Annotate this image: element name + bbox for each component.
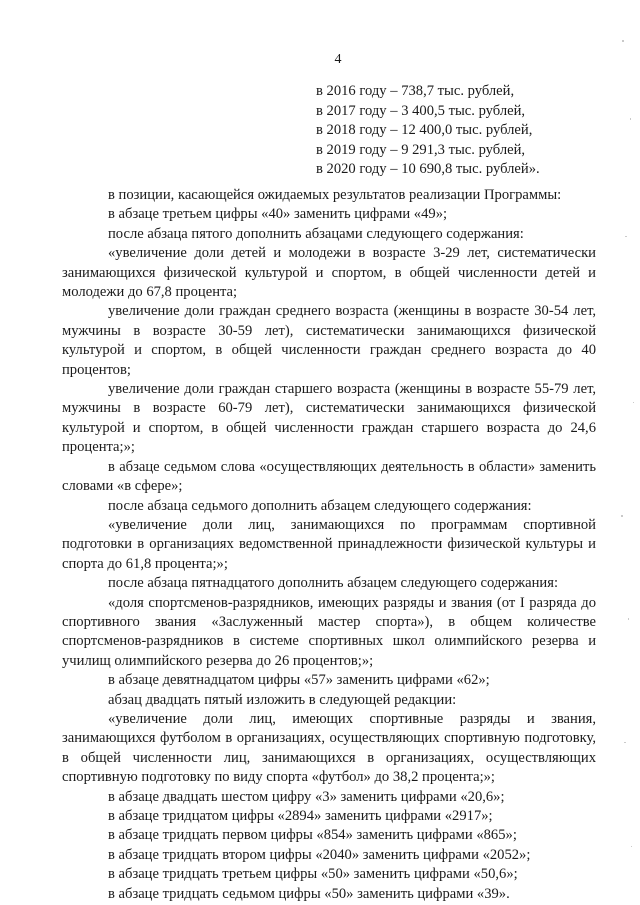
funding-amount-2017: в 2017 году – 3 400,5 тыс. рублей, <box>316 102 526 119</box>
paragraph: в абзаце тридцатом цифры «2894» заменить цифрами «2917»; <box>108 808 493 824</box>
funding-amount-2016: в 2016 году – 738,7 тыс. рублей, <box>316 83 515 99</box>
scan-speck <box>631 846 632 847</box>
paragraph: после абзаца пятого дополнить абзацами следующего содержания: <box>108 225 524 242</box>
document-body <box>62 186 596 904</box>
paragraph: в абзаце двадцать шестом цифру «3» заменить цифрами «20,6»; <box>108 788 505 805</box>
page-number: 4 <box>334 52 342 67</box>
paragraph: увеличение доли граждан старшего возраста (женщины в возрасте 55-79 лет, мужчины в возрасте 60-79 лет), систематически занимающихся физической культурой и спортом, в общей численности граждан старшего возраста до 24,6 процента;»; <box>62 381 596 456</box>
paragraph: в абзаце седьмом слова «осуществляющих деятельность в области» заменить словами «в сфере»; <box>62 458 596 495</box>
paragraph: в абзаце девятнадцатом цифры «57» заменить цифрами «62»; <box>108 672 490 689</box>
paragraph: в абзаце тридцать втором цифры «2040» заменить цифрами «2052»; <box>108 846 531 863</box>
paragraph: в абзаце тридцать первом цифры «854» заменить цифрами «865»; <box>108 827 517 844</box>
scan-speck <box>621 515 623 517</box>
paragraph: в абзаце тридцать третьем цифры «50» заменить цифрами «50,6»; <box>108 866 518 883</box>
scan-speck <box>624 742 626 743</box>
paragraph: в позиции, касающейся ожидаемых результатов реализации Программы: <box>108 187 562 203</box>
scan-speck <box>633 402 634 403</box>
funding-amount-2018: в 2018 году – 12 400,0 тыс. рублей, <box>316 122 533 139</box>
paragraph: после абзаца пятнадцатого дополнить абзацем следующего содержания: <box>108 575 558 592</box>
paragraph: абзац двадцать пятый изложить в следующей редакции: <box>108 691 457 708</box>
paragraph: «увеличение доли детей и молодежи в возрасте 3-29 лет, систематически занимающихся физической культурой и спортом, в общей численности детей и молодежи до 67,8 процента; <box>62 245 596 301</box>
paragraph: «увеличение доли лиц, имеющих спортивные разряды и звания, занимающихся футболом в организациях, осуществляющих спортивную подготовку, в общей численности лиц, занимающихся в организациях, осуществляющих спортивную подготовку по виду спорта «футбол» до 38,2 процента;»; <box>62 710 596 786</box>
scan-speck <box>628 618 629 620</box>
paragraph: увеличение доли граждан среднего возраста (женщины в возрасте 30-54 лет, мужчины в возрасте 30-59 лет), систематически занимающихся физической культурой и спортом, в общей численности граждан среднего возраста до 40 процентов; <box>62 303 596 378</box>
scan-speck <box>622 40 624 42</box>
scan-speck <box>630 118 631 120</box>
funding-amount-2020: в 2020 году – 10 690,8 тыс. рублей». <box>316 161 540 178</box>
paragraph: в абзаце тридцать седьмом цифры «50» заменить цифрами «39». <box>108 885 510 902</box>
paragraph: «увеличение доли лиц, занимающихся по программам спортивной подготовки в организациях ведомственной принадлежности физической культуры и спорта до 61,8 процента;»; <box>62 516 596 572</box>
funding-amounts-list <box>316 82 540 180</box>
paragraph: после абзаца седьмого дополнить абзацем следующего содержания: <box>108 497 532 514</box>
scan-edge-noise <box>616 0 640 905</box>
paragraph: в абзаце третьем цифры «40» заменить цифрами «49»; <box>108 206 448 223</box>
paragraph: «доля спортсменов-разрядников, имеющих разряды и звания (от I разряда до спортивного звания «Заслуженный мастер спорта»), в общем количестве спортсменов-разрядников в системе спортивных школ олимпийского резерва и училищ олимпийского резерва до 26 процентов;»; <box>62 594 596 669</box>
scan-speck <box>625 236 627 237</box>
funding-amount-2019: в 2019 году – 9 291,3 тыс. рублей, <box>316 141 526 158</box>
